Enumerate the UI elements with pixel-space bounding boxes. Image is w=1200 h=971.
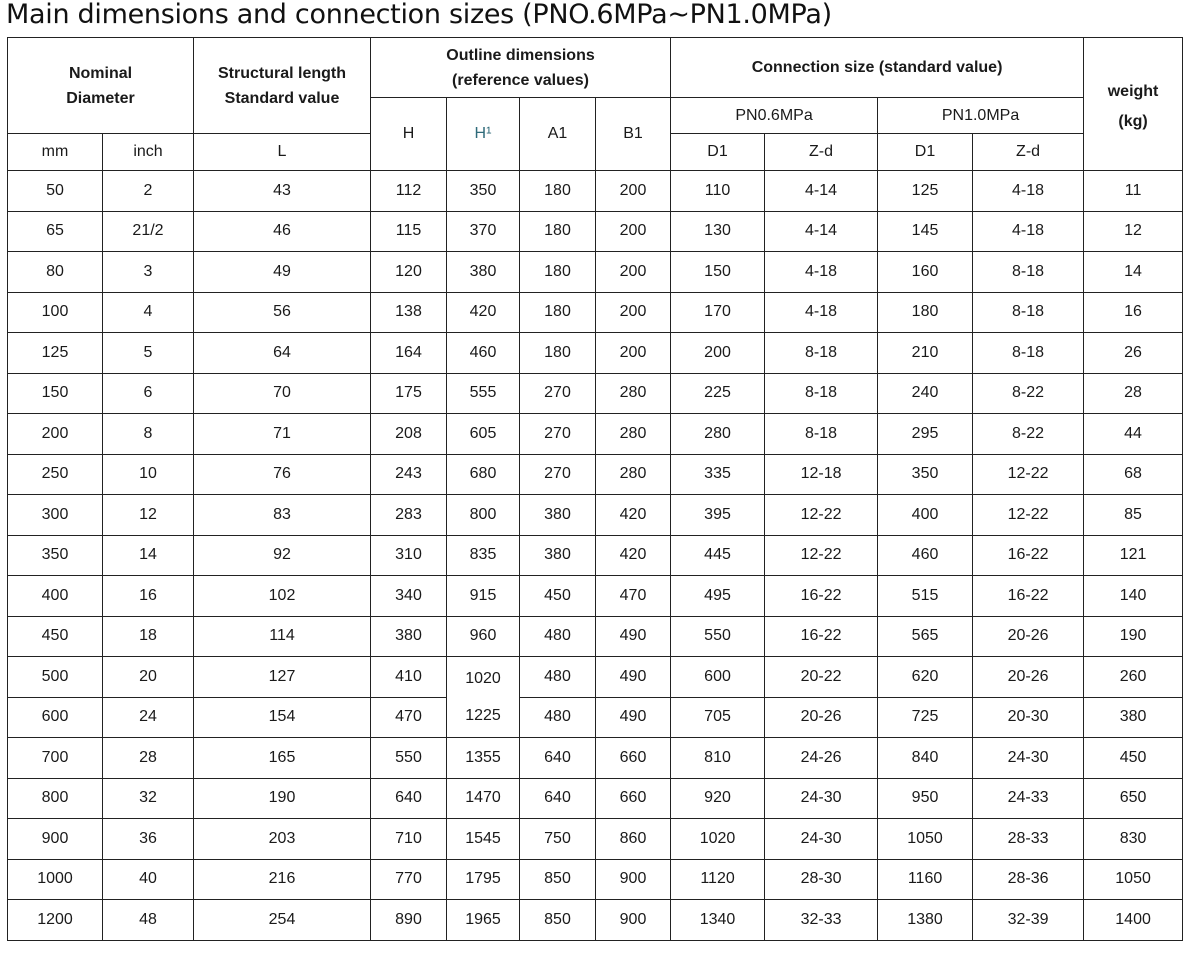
cell-Zd-pn10: 28-33 <box>973 819 1084 860</box>
cell-L: 203 <box>194 819 371 860</box>
cell-Zd-pn06: 4-18 <box>765 252 878 293</box>
cell-B1: 470 <box>596 576 671 617</box>
cell-mm: 65 <box>8 211 103 252</box>
cell-L: 92 <box>194 535 371 576</box>
table-row <box>8 414 1183 455</box>
cell-L: 56 <box>194 292 371 333</box>
cell-Zd-pn10: 8-18 <box>973 333 1084 374</box>
cell-Zd-pn06: 8-18 <box>765 373 878 414</box>
cell-Zd-pn06: 16-22 <box>765 576 878 617</box>
cell-Zd-pn06: 28-30 <box>765 859 878 900</box>
cell-inch: 4 <box>103 292 194 333</box>
weight-header <box>1084 38 1183 171</box>
cell-A1: 480 <box>520 657 596 698</box>
cell-H1: 420 <box>447 292 520 333</box>
cell-H: 550 <box>371 738 447 779</box>
cell-Zd-pn06: 4-14 <box>765 171 878 212</box>
weight-line1: weight <box>1107 82 1159 100</box>
cell-H1: 555 <box>447 373 520 414</box>
cell-D1-pn10: 515 <box>878 576 973 617</box>
cell-mm: 900 <box>8 819 103 860</box>
cell-H: 890 <box>371 900 447 941</box>
cell-A1: 750 <box>520 819 596 860</box>
cell-D1-pn10: 1050 <box>878 819 973 860</box>
cell-A1: 640 <box>520 778 596 819</box>
cell-H1: 1545 <box>447 819 520 860</box>
cell-weight: 85 <box>1084 495 1183 536</box>
cell-Zd-pn06: 12-18 <box>765 454 878 495</box>
cell-weight: 830 <box>1084 819 1183 860</box>
cell-B1: 860 <box>596 819 671 860</box>
cell-weight: 190 <box>1084 616 1183 657</box>
cell-D1-pn06: 280 <box>671 414 765 455</box>
cell-A1: 270 <box>520 414 596 455</box>
cell-Zd-pn10: 28-36 <box>973 859 1084 900</box>
cell-D1-pn10: 210 <box>878 333 973 374</box>
cell-H: 164 <box>371 333 447 374</box>
cell-weight: 68 <box>1084 454 1183 495</box>
cell-Zd-pn10: 20-30 <box>973 697 1084 738</box>
cell-Zd-pn06: 8-18 <box>765 333 878 374</box>
cell-D1-pn06: 705 <box>671 697 765 738</box>
cell-A1: 180 <box>520 252 596 293</box>
cell-D1-pn10: 240 <box>878 373 973 414</box>
cell-D1-pn10: 160 <box>878 252 973 293</box>
structural-length-line1: Structural length <box>217 64 346 82</box>
cell-A1: 380 <box>520 535 596 576</box>
cell-mm: 200 <box>8 414 103 455</box>
cell-D1-pn06: 130 <box>671 211 765 252</box>
cell-H1: 1355 <box>447 738 520 779</box>
cell-A1: 270 <box>520 454 596 495</box>
cell-A1: 380 <box>520 495 596 536</box>
cell-B1: 200 <box>596 252 671 293</box>
cell-L: 64 <box>194 333 371 374</box>
cell-Zd-pn06: 12-22 <box>765 495 878 536</box>
cell-inch: 14 <box>103 535 194 576</box>
structural-length-header <box>194 38 371 134</box>
cell-inch: 3 <box>103 252 194 293</box>
cell-L: 49 <box>194 252 371 293</box>
cell-D1-pn06: 170 <box>671 292 765 333</box>
col-D1-pn06: D1 <box>671 134 765 171</box>
cell-weight: 44 <box>1084 414 1183 455</box>
table-row <box>8 535 1183 576</box>
cell-D1-pn10: 1160 <box>878 859 973 900</box>
cell-B1: 200 <box>596 171 671 212</box>
cell-H1: 460 <box>447 333 520 374</box>
cell-D1-pn10: 145 <box>878 211 973 252</box>
cell-weight: 28 <box>1084 373 1183 414</box>
cell-B1: 490 <box>596 616 671 657</box>
cell-A1: 270 <box>520 373 596 414</box>
weight-line2: (kg) <box>1118 112 1148 130</box>
cell-D1-pn10: 565 <box>878 616 973 657</box>
cell-Zd-pn06: 16-22 <box>765 616 878 657</box>
cell-Zd-pn10: 8-22 <box>973 373 1084 414</box>
cell-Zd-pn10: 8-22 <box>973 414 1084 455</box>
cell-Zd-pn10: 12-22 <box>973 495 1084 536</box>
cell-H: 770 <box>371 859 447 900</box>
cell-Zd-pn10: 16-22 <box>973 535 1084 576</box>
cell-B1: 660 <box>596 738 671 779</box>
table-row <box>8 576 1183 617</box>
cell-mm: 1000 <box>8 859 103 900</box>
pn10-header: PN1.0MPa <box>878 98 1084 134</box>
col-Zd-pn10: Z-d <box>973 134 1084 171</box>
col-B1: B1 <box>596 98 671 171</box>
cell-D1-pn10: 125 <box>878 171 973 212</box>
cell-L: 190 <box>194 778 371 819</box>
cell-B1: 200 <box>596 292 671 333</box>
cell-D1-pn06: 1020 <box>671 819 765 860</box>
cell-Zd-pn10: 8-18 <box>973 252 1084 293</box>
cell-Zd-pn10: 20-26 <box>973 657 1084 698</box>
cell-mm: 400 <box>8 576 103 617</box>
cell-H1: 1470 <box>447 778 520 819</box>
col-A1: A1 <box>520 98 596 171</box>
table-row <box>8 333 1183 374</box>
cell-A1: 450 <box>520 576 596 617</box>
pn06-header: PN0.6MPa <box>671 98 878 134</box>
cell-H1: 915 <box>447 576 520 617</box>
cell-Zd-pn06: 32-33 <box>765 900 878 941</box>
cell-H1: 605 <box>447 414 520 455</box>
cell-B1: 490 <box>596 657 671 698</box>
cell-H1: 1795 <box>447 859 520 900</box>
table-row <box>8 697 1183 738</box>
cell-A1: 480 <box>520 616 596 657</box>
cell-D1-pn10: 350 <box>878 454 973 495</box>
cell-D1-pn06: 110 <box>671 171 765 212</box>
cell-A1: 850 <box>520 859 596 900</box>
cell-mm: 800 <box>8 778 103 819</box>
table-row <box>8 454 1183 495</box>
cell-weight: 14 <box>1084 252 1183 293</box>
cell-D1-pn10: 620 <box>878 657 973 698</box>
cell-L: 43 <box>194 171 371 212</box>
cell-B1: 490 <box>596 697 671 738</box>
cell-Zd-pn10: 32-39 <box>973 900 1084 941</box>
col-H1: H¹ <box>447 98 520 171</box>
cell-weight: 16 <box>1084 292 1183 333</box>
cell-H: 470 <box>371 697 447 738</box>
cell-A1: 180 <box>520 211 596 252</box>
cell-B1: 660 <box>596 778 671 819</box>
cell-A1: 180 <box>520 333 596 374</box>
cell-A1: 850 <box>520 900 596 941</box>
outline-line1: Outline dimensions <box>446 46 595 64</box>
cell-D1-pn10: 840 <box>878 738 973 779</box>
cell-H1: 800 <box>447 495 520 536</box>
cell-H: 380 <box>371 616 447 657</box>
cell-mm: 250 <box>8 454 103 495</box>
outline-dimensions-header <box>371 38 671 98</box>
cell-L: 165 <box>194 738 371 779</box>
cell-mm: 350 <box>8 535 103 576</box>
cell-L: 254 <box>194 900 371 941</box>
cell-mm: 150 <box>8 373 103 414</box>
cell-D1-pn10: 950 <box>878 778 973 819</box>
cell-mm: 1200 <box>8 900 103 941</box>
cell-H: 710 <box>371 819 447 860</box>
cell-D1-pn06: 600 <box>671 657 765 698</box>
cell-B1: 280 <box>596 454 671 495</box>
cell-D1-pn10: 460 <box>878 535 973 576</box>
cell-H: 112 <box>371 171 447 212</box>
cell-Zd-pn10: 24-30 <box>973 738 1084 779</box>
cell-D1-pn10: 180 <box>878 292 973 333</box>
cell-B1: 900 <box>596 900 671 941</box>
cell-inch: 12 <box>103 495 194 536</box>
cell-Zd-pn06: 8-18 <box>765 414 878 455</box>
cell-inch: 16 <box>103 576 194 617</box>
cell-weight: 12 <box>1084 211 1183 252</box>
cell-inch: 48 <box>103 900 194 941</box>
cell-weight: 380 <box>1084 697 1183 738</box>
nominal-diameter-label: Nominal Diameter <box>66 64 135 107</box>
cell-B1: 280 <box>596 373 671 414</box>
cell-Zd-pn10: 16-22 <box>973 576 1084 617</box>
cell-D1-pn06: 395 <box>671 495 765 536</box>
cell-D1-pn10: 400 <box>878 495 973 536</box>
cell-Zd-pn10: 24-33 <box>973 778 1084 819</box>
cell-Zd-pn06: 4-18 <box>765 292 878 333</box>
cell-inch: 21/2 <box>103 211 194 252</box>
col-L: L <box>194 134 371 171</box>
cell-Zd-pn06: 24-30 <box>765 819 878 860</box>
cell-Zd-pn06: 20-26 <box>765 697 878 738</box>
table-row <box>8 859 1183 900</box>
cell-H: 120 <box>371 252 447 293</box>
table-row <box>8 819 1183 860</box>
cell-inch: 5 <box>103 333 194 374</box>
cell-inch: 6 <box>103 373 194 414</box>
cell-H1-value: 1020 <box>465 670 501 687</box>
table-row <box>8 171 1183 212</box>
table-row <box>8 292 1183 333</box>
cell-inch: 40 <box>103 859 194 900</box>
cell-weight: 26 <box>1084 333 1183 374</box>
cell-H: 138 <box>371 292 447 333</box>
cell-L: 102 <box>194 576 371 617</box>
cell-H: 175 <box>371 373 447 414</box>
cell-weight: 140 <box>1084 576 1183 617</box>
cell-Zd-pn10: 4-18 <box>973 171 1084 212</box>
cell-H1: 960 <box>447 616 520 657</box>
cell-weight: 11 <box>1084 171 1183 212</box>
cell-H1: 370 <box>447 211 520 252</box>
cell-mm: 125 <box>8 333 103 374</box>
cell-Zd-pn10: 12-22 <box>973 454 1084 495</box>
table-row <box>8 252 1183 293</box>
table-row <box>8 211 1183 252</box>
cell-inch: 24 <box>103 697 194 738</box>
cell-A1: 180 <box>520 171 596 212</box>
cell-H: 310 <box>371 535 447 576</box>
cell-A1: 640 <box>520 738 596 779</box>
cell-H: 340 <box>371 576 447 617</box>
cell-B1: 200 <box>596 333 671 374</box>
cell-weight: 1400 <box>1084 900 1183 941</box>
cell-mm: 100 <box>8 292 103 333</box>
cell-D1-pn06: 150 <box>671 252 765 293</box>
cell-inch: 20 <box>103 657 194 698</box>
cell-H: 640 <box>371 778 447 819</box>
cell-weight: 1050 <box>1084 859 1183 900</box>
cell-L: 127 <box>194 657 371 698</box>
cell-L: 83 <box>194 495 371 536</box>
cell-H1-value: 1225 <box>465 707 501 724</box>
cell-D1-pn06: 495 <box>671 576 765 617</box>
cell-weight: 650 <box>1084 778 1183 819</box>
cell-L: 114 <box>194 616 371 657</box>
cell-A1: 180 <box>520 292 596 333</box>
cell-mm: 50 <box>8 171 103 212</box>
cell-D1-pn10: 1380 <box>878 900 973 941</box>
cell-weight: 260 <box>1084 657 1183 698</box>
cell-H1: 350 <box>447 171 520 212</box>
table-row <box>8 373 1183 414</box>
cell-A1: 480 <box>520 697 596 738</box>
cell-D1-pn10: 295 <box>878 414 973 455</box>
cell-L: 71 <box>194 414 371 455</box>
cell-Zd-pn10: 4-18 <box>973 211 1084 252</box>
cell-B1: 420 <box>596 535 671 576</box>
cell-inch: 32 <box>103 778 194 819</box>
outline-line2: (reference values) <box>452 71 589 89</box>
cell-inch: 10 <box>103 454 194 495</box>
table-body <box>8 171 1183 941</box>
cell-inch: 18 <box>103 616 194 657</box>
cell-mm: 450 <box>8 616 103 657</box>
cell-mm: 600 <box>8 697 103 738</box>
dimensions-table <box>7 37 1183 941</box>
col-mm: mm <box>8 134 103 171</box>
cell-H1: 835 <box>447 535 520 576</box>
table-row <box>8 657 1183 698</box>
cell-H: 243 <box>371 454 447 495</box>
table-row <box>8 738 1183 779</box>
cell-Zd-pn06: 12-22 <box>765 535 878 576</box>
cell-B1: 420 <box>596 495 671 536</box>
cell-H: 283 <box>371 495 447 536</box>
table-row <box>8 900 1183 941</box>
cell-D1-pn06: 445 <box>671 535 765 576</box>
cell-Zd-pn06: 24-30 <box>765 778 878 819</box>
cell-Zd-pn10: 20-26 <box>973 616 1084 657</box>
cell-weight: 450 <box>1084 738 1183 779</box>
connection-size-header: Connection size (standard value) <box>671 38 1084 98</box>
col-D1-pn10: D1 <box>878 134 973 171</box>
cell-D1-pn06: 335 <box>671 454 765 495</box>
cell-H: 410 <box>371 657 447 698</box>
cell-H1: 680 <box>447 454 520 495</box>
cell-Zd-pn10: 8-18 <box>973 292 1084 333</box>
cell-mm: 80 <box>8 252 103 293</box>
cell-mm: 700 <box>8 738 103 779</box>
page-title: Main dimensions and connection sizes (PNO.6MPa~PN1.0MPa) <box>6 0 832 30</box>
cell-H: 208 <box>371 414 447 455</box>
cell-H: 115 <box>371 211 447 252</box>
cell-B1: 280 <box>596 414 671 455</box>
cell-L: 46 <box>194 211 371 252</box>
nominal-diameter-header <box>8 38 194 134</box>
cell-H1: 1965 <box>447 900 520 941</box>
cell-D1-pn06: 550 <box>671 616 765 657</box>
table-row <box>8 778 1183 819</box>
cell-Zd-pn06: 4-14 <box>765 211 878 252</box>
cell-inch: 28 <box>103 738 194 779</box>
cell-D1-pn06: 200 <box>671 333 765 374</box>
col-H: H <box>371 98 447 171</box>
cell-D1-pn06: 920 <box>671 778 765 819</box>
structural-length-line2: Standard value <box>224 89 340 107</box>
cell-Zd-pn06: 20-22 <box>765 657 878 698</box>
cell-B1: 200 <box>596 211 671 252</box>
cell-D1-pn06: 1340 <box>671 900 765 941</box>
cell-D1-pn06: 810 <box>671 738 765 779</box>
cell-mm: 500 <box>8 657 103 698</box>
cell-inch: 8 <box>103 414 194 455</box>
cell-weight: 121 <box>1084 535 1183 576</box>
cell-mm: 300 <box>8 495 103 536</box>
cell-L: 70 <box>194 373 371 414</box>
cell-Zd-pn06: 24-26 <box>765 738 878 779</box>
cell-H1: 380 <box>447 252 520 293</box>
cell-inch: 36 <box>103 819 194 860</box>
col-inch: inch <box>103 134 194 171</box>
cell-D1-pn06: 1120 <box>671 859 765 900</box>
table-row <box>8 495 1183 536</box>
cell-D1-pn10: 725 <box>878 697 973 738</box>
cell-L: 76 <box>194 454 371 495</box>
table-row <box>8 616 1183 657</box>
cell-L: 154 <box>194 697 371 738</box>
col-Zd-pn06: Z-d <box>765 134 878 171</box>
cell-inch: 2 <box>103 171 194 212</box>
cell-D1-pn06: 225 <box>671 373 765 414</box>
cell-L: 216 <box>194 859 371 900</box>
cell-B1: 900 <box>596 859 671 900</box>
cell-H1 <box>447 657 520 738</box>
